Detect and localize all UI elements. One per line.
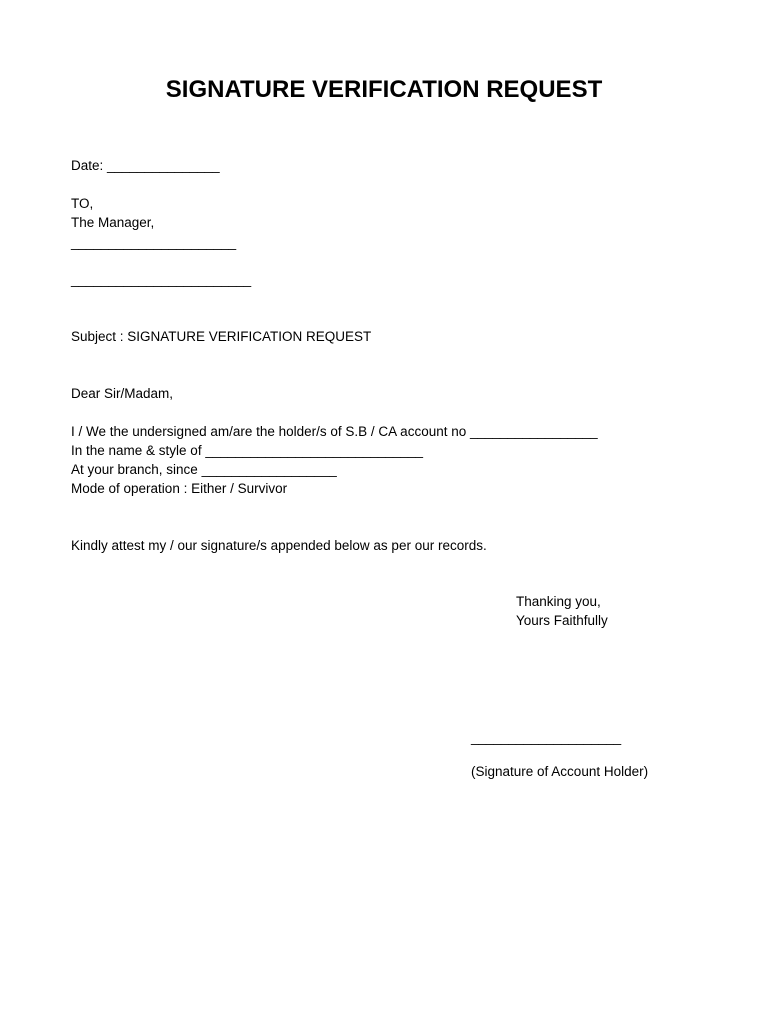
date-field: Date: _______________ <box>71 158 220 173</box>
subject-line: Subject : SIGNATURE VERIFICATION REQUEST <box>71 329 372 344</box>
salutation: Dear Sir/Madam, <box>71 386 174 401</box>
signature-label: (Signature of Account Holder) <box>471 764 649 779</box>
body-line-branch: At your branch, since __________________ <box>71 462 337 477</box>
closing-faithfully: Yours Faithfully <box>516 613 608 628</box>
closing-thanks: Thanking you, <box>516 594 601 609</box>
request-paragraph: Kindly attest my / our signature/s appended below as per our records. <box>71 538 487 553</box>
to-label: TO, <box>71 196 94 211</box>
signature-line: ____________________ <box>471 730 622 745</box>
body-line-name-style: In the name & style of _____________________________ <box>71 443 424 458</box>
page-title: SIGNATURE VERIFICATION REQUEST <box>165 76 603 103</box>
recipient-label: The Manager, <box>71 215 155 230</box>
address-line-2: ________________________ <box>71 272 252 287</box>
body-line-account: I / We the undersigned am/are the holder/s of S.B / CA account no _________________ <box>71 424 598 439</box>
body-line-mode: Mode of operation : Either / Survivor <box>71 481 288 496</box>
address-line-1: ______________________ <box>71 235 237 250</box>
